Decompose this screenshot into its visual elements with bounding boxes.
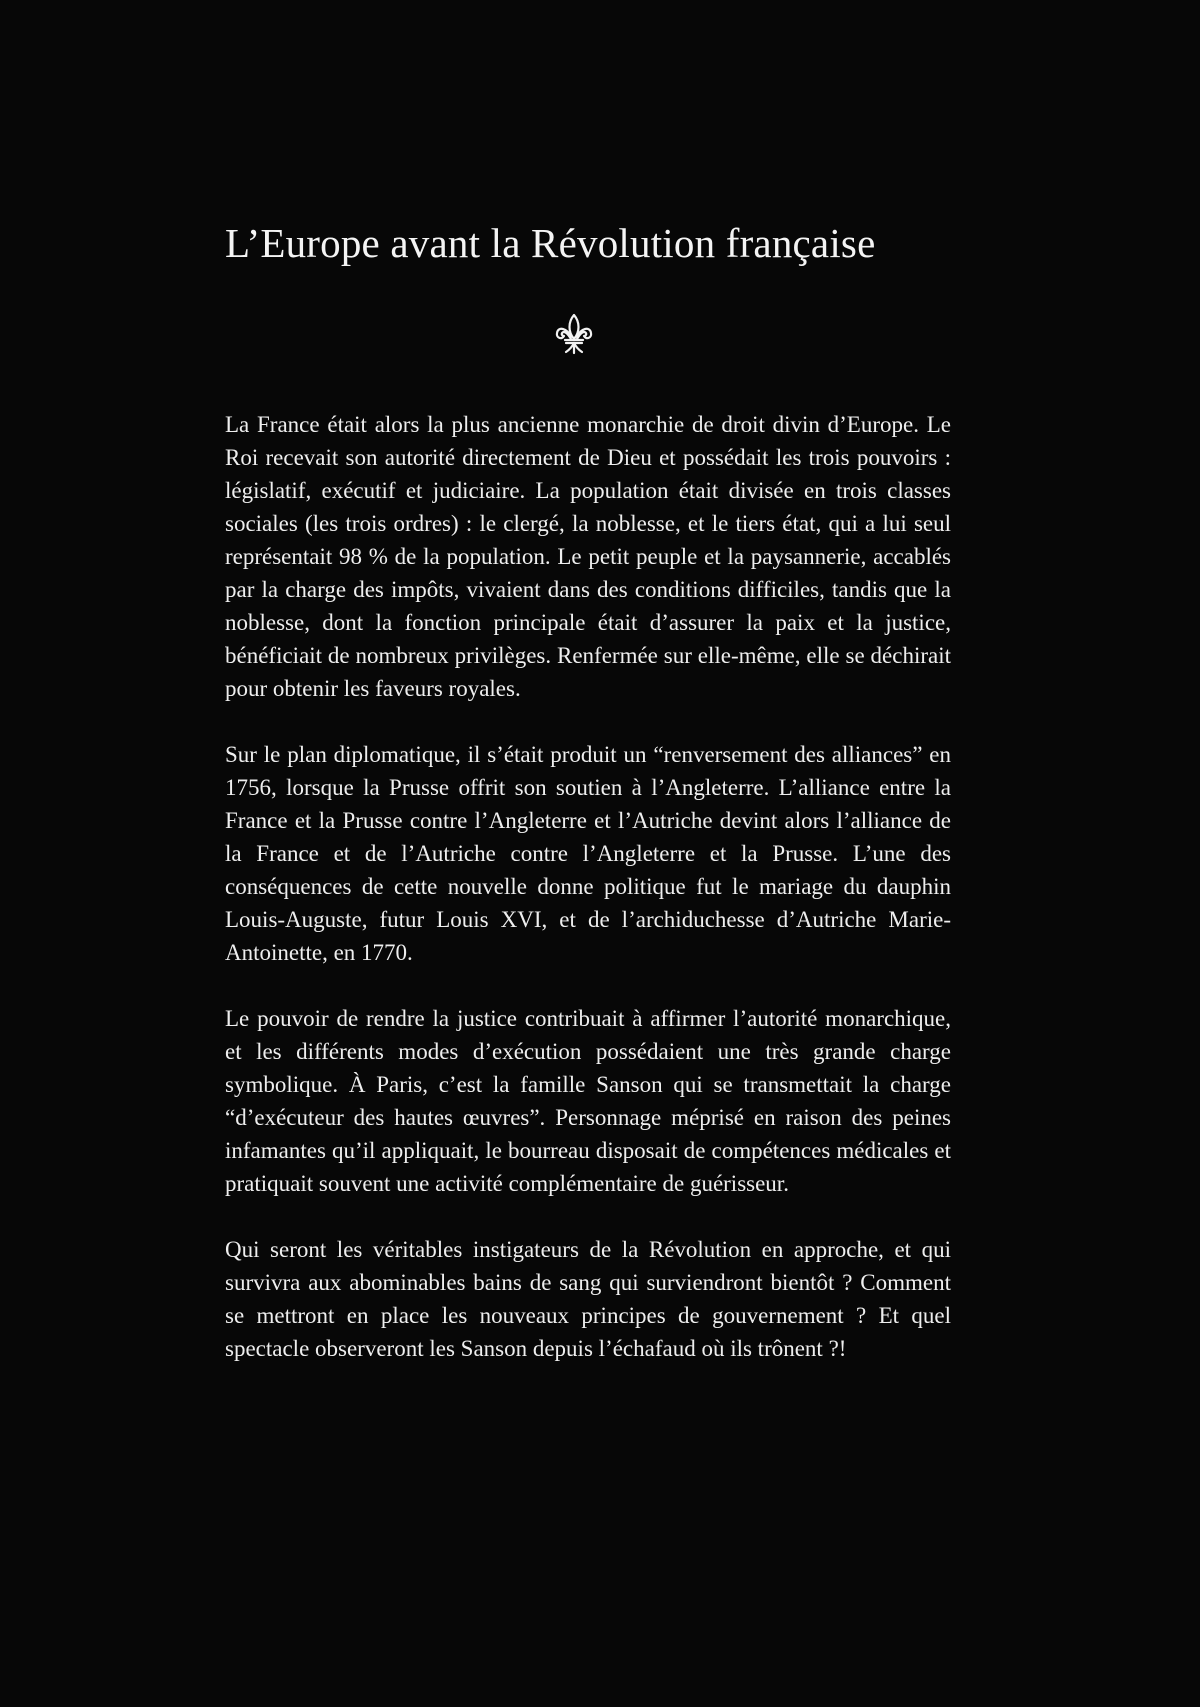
paragraph-4: Qui seront les véritables instigateurs de la Révolution en approche, et qui survivra aux abominables bains de sang qui surviendront bientôt ? Comment se mettront en place les nouveaux principes de gouvernement ? Et quel spectacle observeront les Sanson depuis l’échafaud où ils trônent ?! [225,1237,951,1361]
document-page [225,218,951,1398]
paragraph-1: La France était alors la plus ancienne monarchie de droit divin d’Europe. Le Roi recevait son autorité directement de Dieu et possédait les trois pouvoirs : législatif, exécutif et judiciaire. La population était divisée en trois classes sociales (les trois ordres) : le clergé, la noblesse, et le tiers état, qui a lui seul représentait 98 % de la population. Le petit peuple et la paysannerie, accablés par la charge des impôts, vivaient dans des conditions difficiles, tandis que la noblesse, dont la fonction principale était d’assurer la paix et la justice, bénéficiait de nombreux privilèges. Renfermée sur elle-même, elle se déchirait pour obtenir les faveurs royales. [225,412,951,701]
paragraph-3: Le pouvoir de rendre la justice contribuait à affirmer l’autorité monarchique, et les différents modes d’exécution possédaient une très grande charge symbolique. À Paris, c’est la famille Sanson qui se transmettait la charge “d’exécuteur des hautes œuvres”. Personnage méprisé en raison des peines infamantes qu’il appliquait, le bourreau disposait de compétences médicales et pratiquait souvent une activité complémentaire de guérisseur. [225,1006,951,1196]
page-title: L’Europe avant la Révolution française [225,220,876,266]
fleur-de-lis-icon [554,312,594,356]
paragraph-2: Sur le plan diplomatique, il s’était produit un “renversement des alliances” en 1756, lorsque la Prusse offrit son soutien à l’Angleterre. L’alliance entre la France et la Prusse contre l’Angleterre et l’Autriche devint alors l’alliance de la France et de l’Autriche contre l’Angleterre et la Prusse. L’une des conséquences de cette nouvelle donne politique fut le mariage du dauphin Louis-Auguste, futur Louis XVI, et de l’archiduchesse d’Autriche Marie-Antoinette, en 1770. [225,742,951,965]
body-text [225,408,951,1365]
